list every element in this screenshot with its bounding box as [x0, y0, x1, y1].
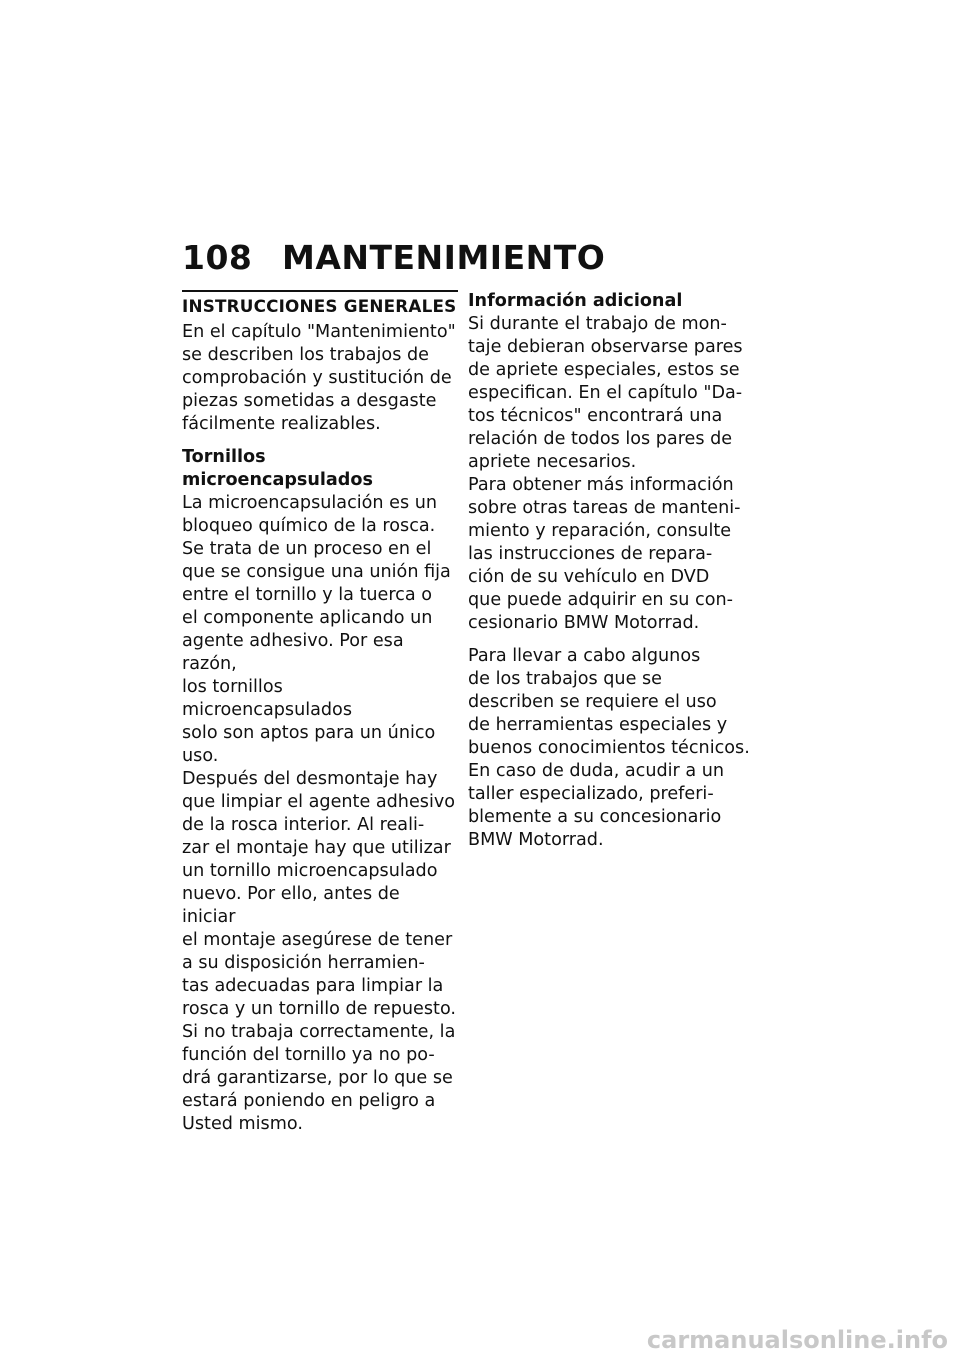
info-paragraph-2: Para obtener más información sobre otras tareas de manteni- miento y reparación, consulte las instrucciones de repara- ción de su vehículo en DVD que puede adquirir en su con- cesionario BMW Motorrad.	[468, 475, 741, 633]
screws-paragraph-2: Después del desmontaje hay que limpiar el agente adhesivo de la rosca interior. Al reali- zar el montaje hay que utilizar un tornillo microencapsulado nuevo. Por ello, antes de iniciar el montaje asegúrese de tener a su disposición herramien- tas adecuadas para limpiar la rosca y un tornillo de repuesto. Si no trabaja correctamente, la función del tornillo ya no po- drá garantizarse, por lo que se estará poniendo en peligro a Usted mismo.	[182, 769, 456, 1134]
left-column	[182, 290, 458, 1136]
page-number: 108	[182, 238, 253, 277]
page-header	[182, 238, 605, 278]
chapter-title: MANTENIMIENTO	[282, 238, 606, 277]
right-column	[468, 290, 758, 852]
info-paragraph-3: Para llevar a cabo algunos de los trabajos que se describen se requiere el uso de herramientas especiales y buenos conocimientos técnicos. En caso de duda, acudir a un taller especializado, preferi- blemente a su concesionario BMW Motorrad.	[468, 646, 750, 850]
watermark: carmanualsonline.info	[646, 1326, 948, 1354]
screws-paragraph-1: La microencapsulación es un bloqueo químico de la rosca. Se trata de un proceso en el que se consigue una unión fija entre el tornillo y la tuerca o el componente aplicando un agente adhesivo. Por esa razón, los tornillos microencapsulados solo son aptos para un único uso.	[182, 493, 451, 766]
section-title: INSTRUCCIONES GENERALES	[182, 290, 458, 317]
subsection-title-screws: Tornillos microencapsulados	[182, 447, 373, 490]
subsection-title-info: Información adicional	[468, 291, 683, 311]
intro-paragraph: En el capítulo "Mantenimiento" se describen los trabajos de comprobación y sustitución de piezas sometidas a desgaste fácilmente realizables.	[182, 322, 456, 434]
info-paragraph-1: Si durante el trabajo de mon- taje debieran observarse pares de apriete especiales, estos se especifican. En el capítulo "Da- tos técnicos" encontrará una relación de todos los pares de apriete necesarios.	[468, 314, 743, 472]
